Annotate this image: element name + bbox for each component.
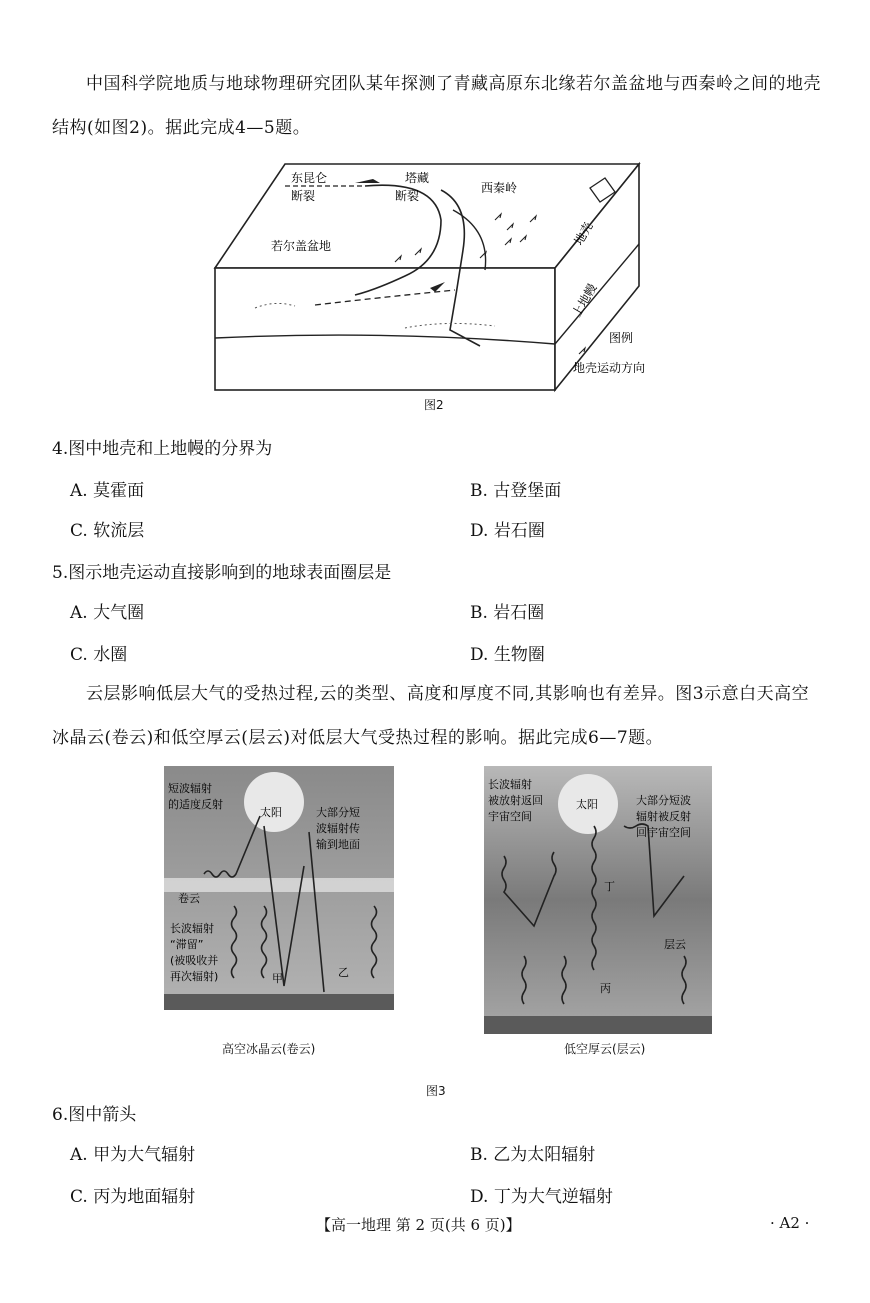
q6-option-b[interactable]: B. 乙为太阳辐射 — [470, 1145, 596, 1165]
q5-option-d[interactable]: D. 生物圈 — [470, 645, 545, 665]
right-label-sw-3: 回宇宙空间 — [636, 826, 691, 839]
left-label-lw-2: “滞留” — [170, 938, 204, 951]
label-dongkunlun: 东昆仑 — [291, 171, 328, 185]
right-label-sw-2: 辐射被反射 — [636, 810, 691, 823]
legend-item: 地壳运动方向 — [573, 361, 646, 375]
right-label-sun: 太阳 — [576, 798, 598, 811]
right-label-bing: 丙 — [600, 982, 611, 995]
label-basin: 若尔盖盆地 — [271, 239, 332, 253]
label-fault-1: 断裂 — [291, 189, 316, 203]
right-label-lw-1: 长波辐射 — [488, 778, 532, 791]
left-label-sw-reflect-1: 短波辐射 — [168, 782, 212, 795]
figure-2-crust-block — [205, 150, 685, 410]
left-label-jia: 甲 — [272, 972, 283, 985]
q4-option-d[interactable]: D. 岩石圈 — [470, 521, 545, 541]
footer-page-code: · A2 · — [770, 1214, 810, 1232]
q4-option-b[interactable]: B. 古登堡面 — [470, 481, 562, 501]
question-6-stem: 6.图中箭头 — [52, 1105, 137, 1125]
question-4-stem: 4.图中地壳和上地幔的分界为 — [52, 439, 273, 459]
left-label-lw-1: 长波辐射 — [170, 922, 214, 935]
left-label-sw-trans-3: 输到地面 — [316, 838, 360, 851]
label-tazang: 塔藏 — [405, 171, 430, 185]
figure-3-left-caption: 高空冰晶云(卷云) — [222, 1042, 316, 1056]
left-label-cloud: 卷云 — [178, 892, 200, 905]
left-label-yi: 乙 — [338, 966, 349, 979]
q5-option-b[interactable]: B. 岩石圈 — [470, 603, 545, 623]
q4-option-c[interactable]: C. 软流层 — [70, 521, 145, 541]
figure-3-right-caption: 低空厚云(层云) — [564, 1042, 646, 1056]
intro-paragraph-q4-5: 中国科学院地质与地球物理研究团队某年探测了青藏高原东北缘若尔盖盆地与西秦岭之间的地壳结构(如图2)。据此完成4—5题。 — [52, 74, 821, 138]
q6-option-a[interactable]: A. 甲为大气辐射 — [70, 1145, 196, 1165]
question-5-stem: 5.图示地壳运动直接影响到的地球表面圈层是 — [52, 563, 392, 583]
intro-paragraph-q6-7: 云层影响低层大气的受热过程,云的类型、高度和厚度不同,其影响也有差异。图3示意白天高空冰晶云(卷云)和低空厚云(层云)对低层大气受热过程的影响。据此完成6—7题。 — [52, 684, 810, 748]
right-label-lw-2: 被放射返回 — [488, 794, 543, 807]
legend-title: 图例 — [609, 331, 634, 345]
label-fault-2: 断裂 — [395, 189, 420, 203]
figure-3-caption: 图3 — [426, 1084, 446, 1098]
label-crust: 地壳 — [571, 219, 596, 248]
left-label-lw-4: 再次辐射) — [170, 970, 219, 983]
footer-page-info: 【高一地理 第 2 页(共 6 页)】 — [316, 1216, 521, 1234]
q4-option-a[interactable]: A. 莫霍面 — [70, 481, 145, 501]
left-label-sw-trans-1: 大部分短 — [316, 806, 360, 819]
figure-2-caption: 图2 — [424, 398, 444, 412]
left-label-sw-reflect-2: 的适度反射 — [168, 798, 223, 811]
left-label-sw-trans-2: 波辐射传 — [316, 822, 360, 835]
left-label-sun: 太阳 — [260, 806, 282, 819]
figure-3-left-cirrus — [164, 766, 394, 1010]
right-label-lw-3: 宇宙空间 — [488, 810, 532, 823]
label-xiqinling: 西秦岭 — [481, 181, 518, 195]
figure-3-right-stratus — [484, 766, 712, 1034]
q6-option-d[interactable]: D. 丁为大气逆辐射 — [470, 1187, 613, 1207]
q5-option-c[interactable]: C. 水圈 — [70, 645, 128, 665]
q6-option-c[interactable]: C. 丙为地面辐射 — [70, 1187, 196, 1207]
left-label-lw-3: (被吸收并 — [170, 954, 219, 967]
label-mantle: 上地幔 — [569, 281, 600, 320]
right-label-ding: 丁 — [604, 880, 615, 893]
q5-option-a[interactable]: A. 大气圈 — [70, 603, 145, 623]
right-label-cloud: 层云 — [664, 938, 686, 951]
right-label-sw-1: 大部分短波 — [636, 794, 691, 807]
